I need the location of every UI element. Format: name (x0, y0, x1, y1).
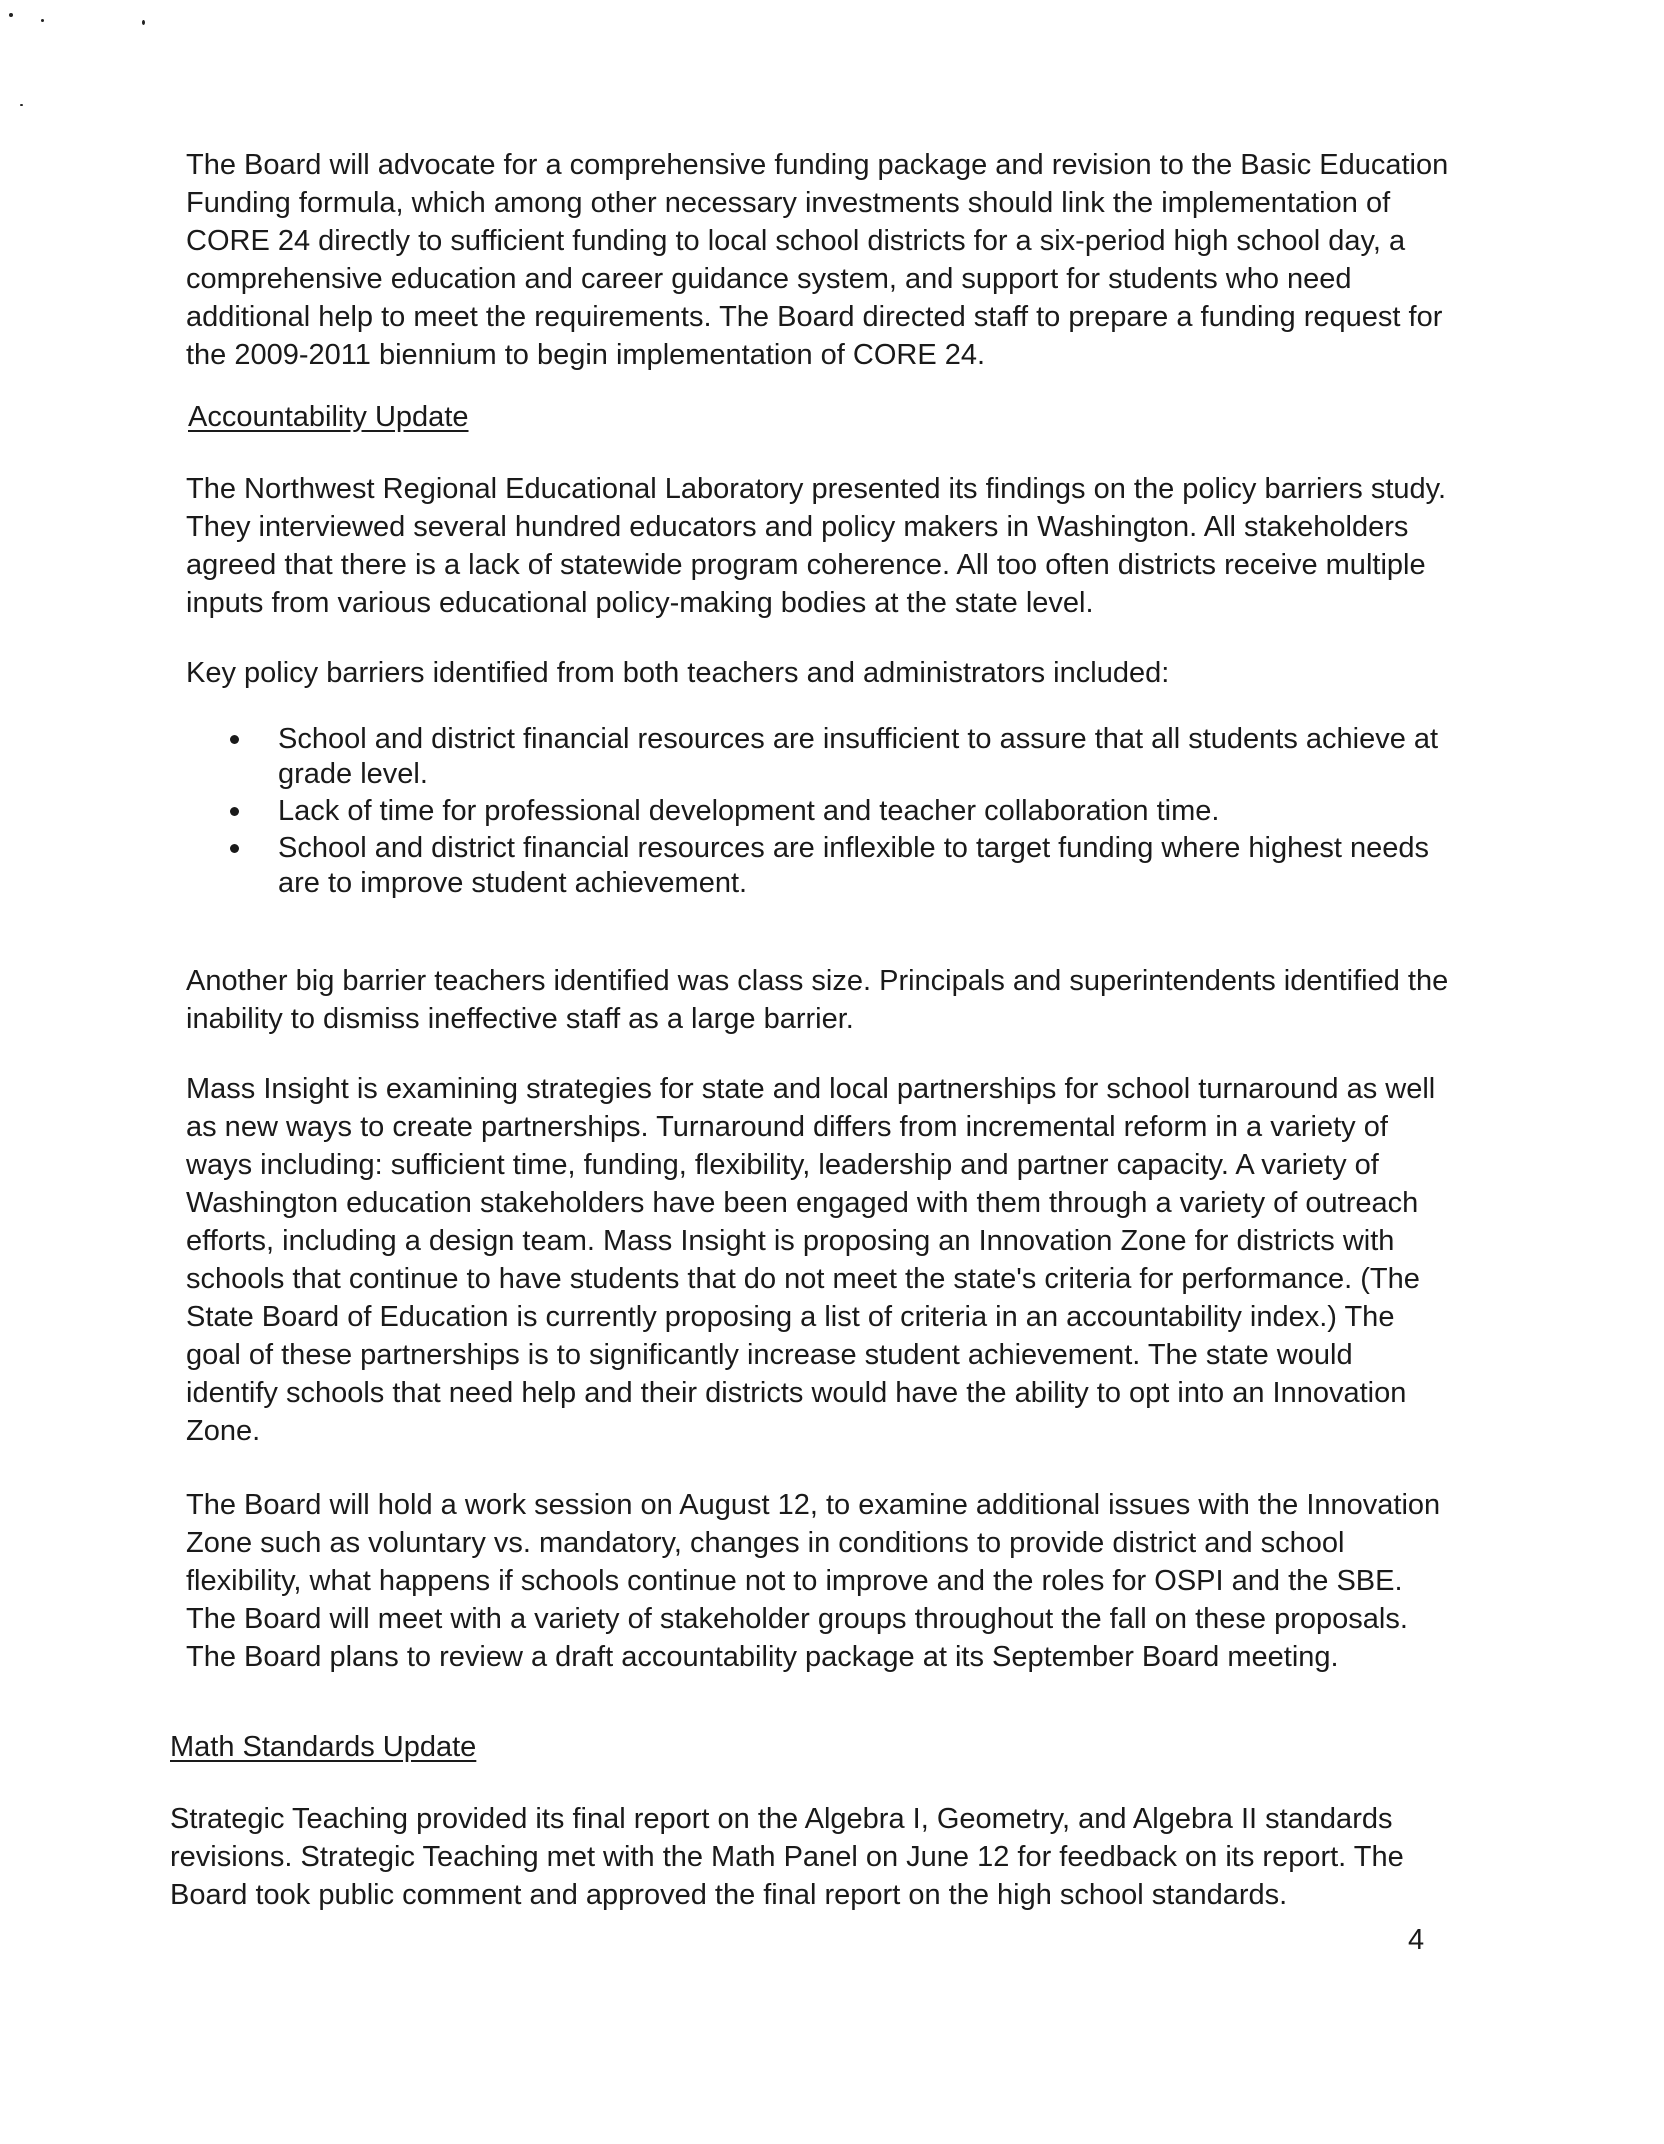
scan-speck (20, 104, 23, 106)
policy-barriers-paragraph: The Northwest Regional Educational Laboratory presented its findings on the policy barriers study. They interviewed several hundred educators and policy makers in Washington. All stakeholders agreed that there is a lack of statewide program coherence. All too often districts receive multiple inputs from various educational policy-making bodies at the state level. (186, 473, 1447, 619)
scan-speck (142, 20, 145, 25)
mass-insight-paragraph: Mass Insight is examining strategies for state and local partnerships for school turnaround as well as new ways to create partnerships. Turnaround differs from incremental reform in a variety of ways including: sufficient time, funding, flexibility, leadership and partner capacity. A variety of Washington education stakeholders have been engaged with them through a variety of outreach efforts, including a design team. Mass Insight is proposing an Innovation Zone for districts with schools that continue to have students that do not meet the state's criteria for performance. (The State Board of Education is currently proposing a list of criteria in an accountability index.) The goal of these partnerships is to significantly increase student achievement. The state would identify schools that need help and their districts would have the ability to opt into an Innovation Zone. (186, 1073, 1436, 1447)
list-item-text: School and district financial resources are inflexible to target funding where highest needs are to improve student achievement. (278, 832, 1430, 899)
accountability-update-heading: Accountability Update (188, 401, 469, 433)
scan-speck (9, 13, 13, 17)
list-item-text: Lack of time for professional development and teacher collaboration time. (278, 795, 1220, 827)
scan-speck (41, 19, 44, 22)
list-item (230, 794, 1450, 829)
list-item-text: School and district financial resources are insufficient to assure that all students achieve at grade level. (278, 723, 1439, 790)
class-size-paragraph: Another big barrier teachers identified was class size. Principals and superintendents identified the inability to dismiss ineffective staff as a large barrier. (186, 965, 1449, 1035)
work-session-paragraph: The Board will hold a work session on August 12, to examine additional issues with the Innovation Zone such as voluntary vs. mandatory, changes in conditions to provide district and school flexibility, what happens if schools continue not to improve and the roles for OSPI and the SBE. The Board will meet with a variety of stakeholder groups throughout the fall on these proposals. The Board plans to review a draft accountability package at its September Board meeting. (186, 1489, 1441, 1673)
math-standards-update-heading: Math Standards Update (170, 1731, 477, 1763)
page-number: 4 (1408, 1924, 1425, 1956)
list-item (230, 831, 1450, 901)
bullet-icon (230, 844, 239, 853)
math-report-paragraph: Strategic Teaching provided its final report on the Algebra I, Geometry, and Algebra II standards revisions. Strategic Teaching met with the Math Panel on June 12 for feedback on its report. The Board took public comment and approved the final report on the high school standards. (170, 1803, 1404, 1911)
key-barriers-intro: Key policy barriers identified from both teachers and administrators included: (186, 657, 1170, 689)
bullet-icon (230, 807, 239, 816)
list-item (230, 722, 1450, 792)
barriers-list (230, 722, 1450, 903)
funding-paragraph: The Board will advocate for a comprehensive funding package and revision to the Basic Education Funding formula, which among other necessary investments should link the implementation of CORE 24 directly to sufficient funding to local school districts for a six-period high school day, a comprehensive education and career guidance system, and support for students who need additional help to meet the requirements. The Board directed staff to prepare a funding request for the 2009-2011 biennium to begin implementation of CORE 24. (186, 149, 1449, 371)
bullet-icon (230, 735, 239, 744)
